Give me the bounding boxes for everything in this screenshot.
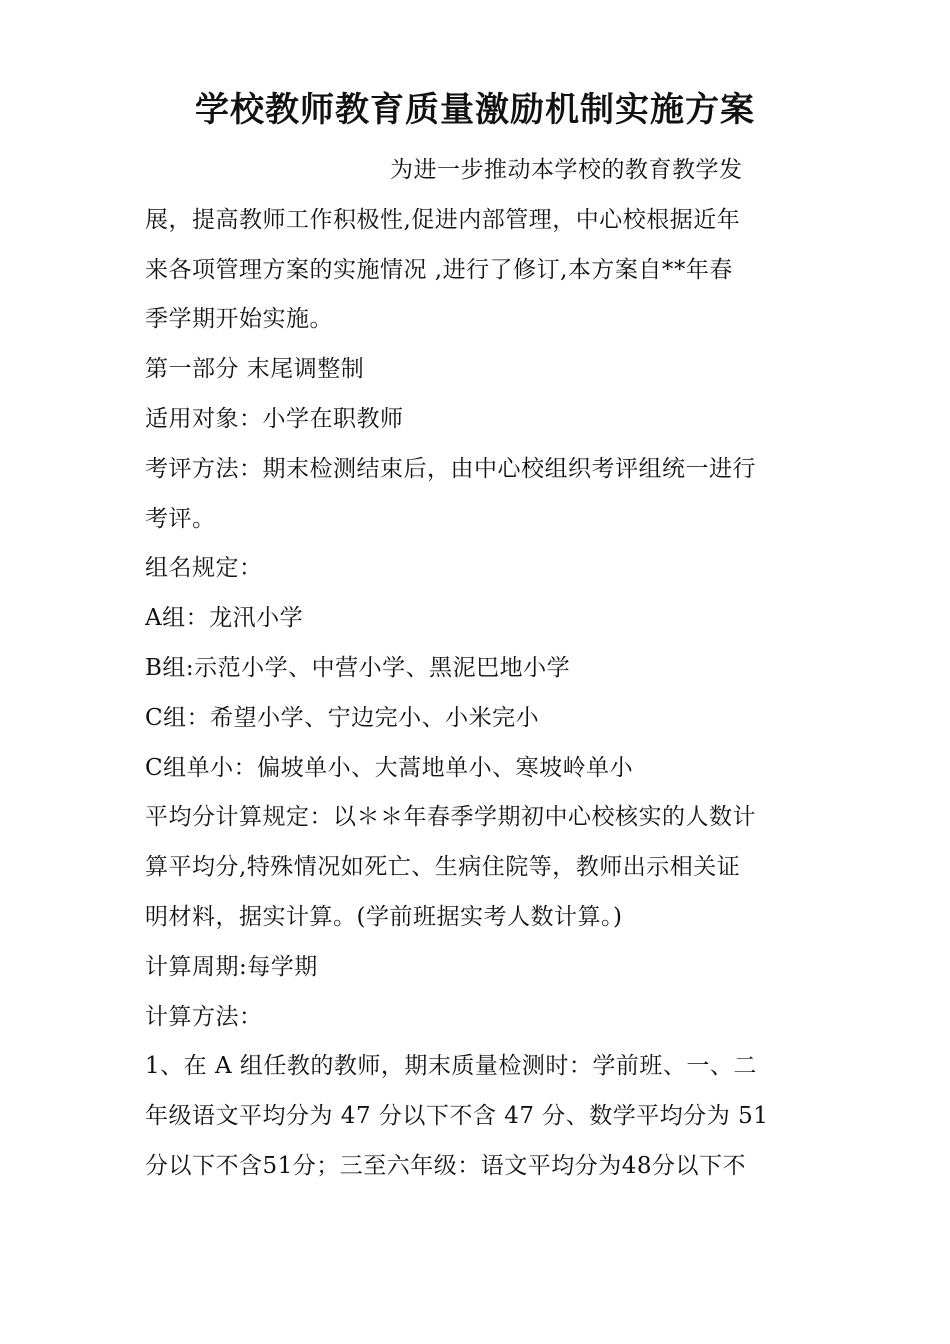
document-body [145,146,809,1192]
group-line: B组:示范小学、中营小学、黑泥巴地小学 [145,654,571,681]
paragraph-line: 展，提高教师工作积极性,促进内部管理，中心校根据近年 [145,206,741,233]
paragraph-line: 适用对象：小学在职教师 [145,405,404,432]
group-line: A组：龙汛小学 [145,605,304,632]
paragraph-line: 来各项管理方案的实施情况 ,进行了修订,本方案自**年春 [145,256,733,283]
document-title: 学校教师教育质量激励机制实施方案 [195,90,755,130]
paragraph-line: 考评。 [145,505,216,532]
paragraph-line: 1、在 A 组任教的教师，期末质量检测时：学前班、一、二 [145,1053,757,1080]
paragraph-line: 考评方法：期末检测结束后，由中心校组织考评组统一进行 [145,455,756,482]
paragraph-line: 算平均分,特殊情况如死亡、生病住院等，教师出示相关证 [145,854,741,881]
paragraph-line: 计算方法： [145,1003,263,1030]
group-line: C组：希望小学、宁边完小、小米完小 [145,704,540,731]
paragraph-line: 分以下不含51分；三至六年级：语文平均分为48分以下不 [145,1152,747,1179]
paragraph-line: 年级语文平均分为 47 分以下不含 47 分、数学平均分为 51 [145,1103,769,1130]
section-heading: 第一部分 末尾调整制 [145,356,365,383]
paragraph-line: 季学期开始实施。 [145,306,333,333]
paragraph-line: 计算周期:每学期 [145,953,318,980]
paragraph-line: 平均分计算规定：以＊＊年春季学期初中心校核实的人数计 [145,804,756,831]
paragraph-line: 明材料，据实计算。(学前班据实考人数计算。) [145,903,623,930]
paragraph-line: 为进一步推动本学校的教育教学发 [390,157,743,183]
group-line: C组单小：偏坡单小、大蒿地单小、寒坡岭单小 [145,754,634,781]
paragraph-line: 组名规定： [145,555,263,582]
